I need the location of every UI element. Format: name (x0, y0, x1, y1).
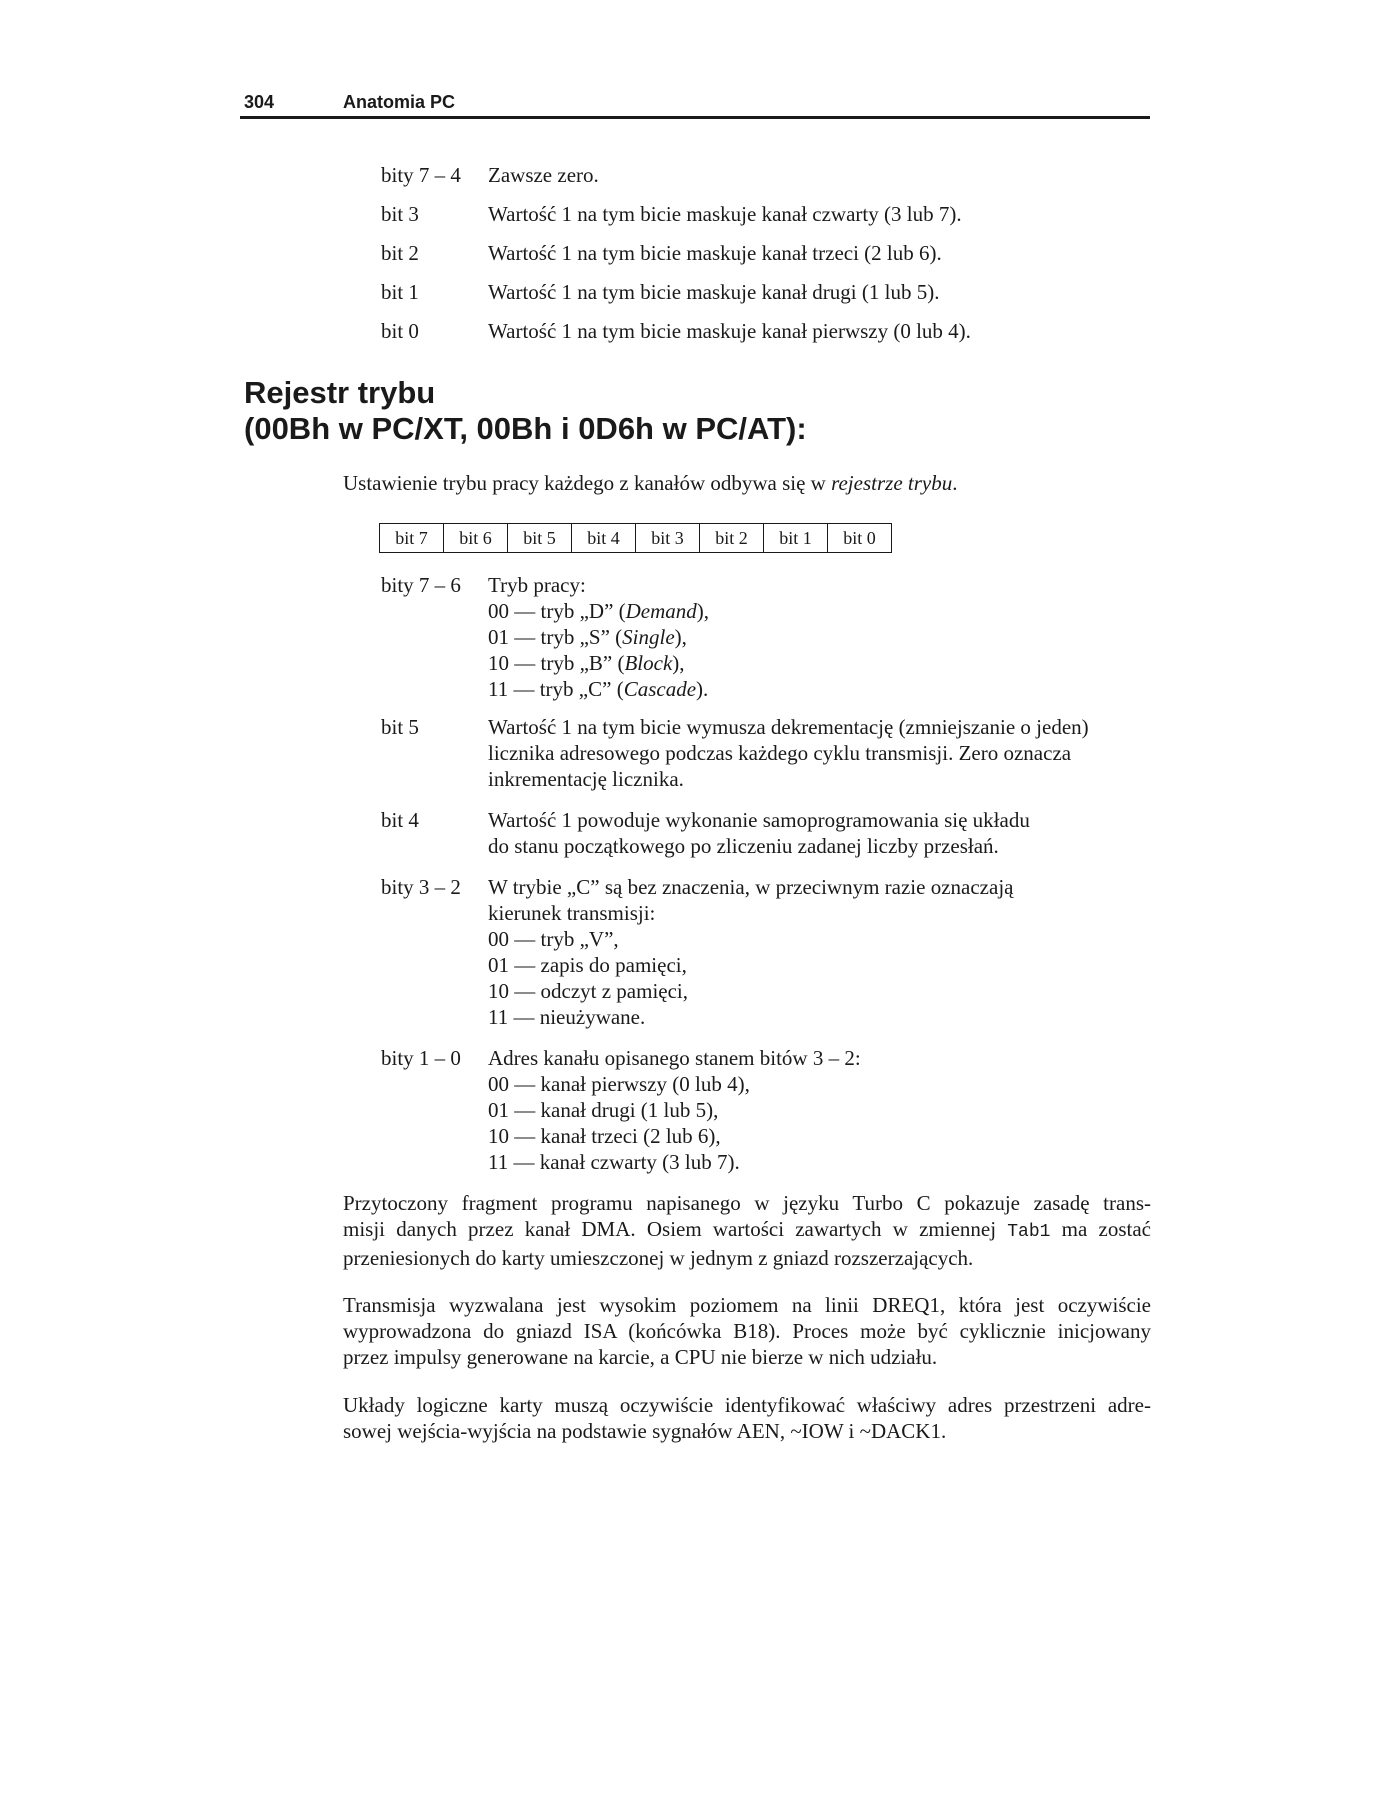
description-line: inkrementację licznika. (488, 767, 684, 791)
paragraph-line: przez impulsy generowane na karcie, a CPU nie bierze w nich udziału. (343, 1345, 938, 1369)
description-line: Wartość 1 na tym bicie wymusza dekrementację (zmniejszanie o jeden) (488, 715, 1089, 739)
heading-line-1: Rejestr trybu (244, 375, 436, 410)
bit-description: Wartość 1 na tym bicie maskuje kanał czwarty (3 lub 7). (488, 202, 962, 226)
paragraph-line: przeniesionych do karty umieszczonej w jednym z gniazd rozszerzających. (343, 1246, 974, 1270)
bit-cell: bit 0 (828, 524, 892, 553)
description-line: 11 — tryb „C” (Cascade). (488, 677, 709, 701)
description-line: 01 — zapis do pamięci, (488, 953, 687, 977)
page-number: 304 (244, 92, 275, 112)
bit-layout-table (379, 523, 892, 553)
list-item (381, 240, 1141, 266)
mask-register-bit-list (381, 162, 1141, 357)
list-item (381, 201, 1141, 227)
description-line: 00 — tryb „D” (Demand), (488, 599, 710, 623)
description-line: 01 — kanał drugi (1 lub 5), (488, 1098, 719, 1122)
bit-term: bit 4 (381, 808, 419, 832)
bit-term: bit 1 (381, 280, 419, 304)
list-item (381, 807, 1141, 859)
paragraph-line: misji danych przez kanał DMA. Osiem wartości zawartych w zmiennej Tab1 ma zostać (343, 1217, 1151, 1242)
description-line: do stanu początkowego po zliczeniu zadanej liczby przesłań. (488, 834, 999, 858)
bit-cell: bit 2 (700, 524, 764, 553)
list-item (381, 162, 1141, 188)
description-line: Adres kanału opisanego stanem bitów 3 – 2: (488, 1046, 861, 1070)
book-title: Anatomia PC (343, 92, 456, 112)
bit-term: bity 1 – 0 (381, 1046, 461, 1070)
list-item (381, 572, 1141, 702)
bit-cell: bit 1 (764, 524, 828, 553)
section-heading (244, 375, 807, 447)
description-line: 11 — nieużywane. (488, 1005, 646, 1029)
bit-term: bity 7 – 6 (381, 573, 461, 597)
description-line: W trybie „C” są bez znaczenia, w przeciwnym razie oznaczają (488, 875, 1014, 899)
paragraph-turbo-c (343, 1190, 1151, 1271)
bit-description: Wartość 1 na tym bicie maskuje kanał pierwszy (0 lub 4). (488, 319, 971, 343)
description-line: 00 — tryb „V”, (488, 927, 619, 951)
description-line: 10 — odczyt z pamięci, (488, 979, 689, 1003)
running-header (240, 90, 1150, 119)
description-line: 11 — kanał czwarty (3 lub 7). (488, 1150, 740, 1174)
list-item (381, 874, 1141, 1030)
bit-cell: bit 7 (380, 524, 444, 553)
description-line: 01 — tryb „S” (Single), (488, 625, 687, 649)
mode-register-bit-list (381, 572, 1141, 1190)
intro-paragraph (343, 470, 957, 496)
bit-term: bit 3 (381, 202, 419, 226)
description-line: 00 — kanał pierwszy (0 lub 4), (488, 1072, 750, 1096)
paragraph-line: wyprowadzona do gniazd ISA (końcówka B18). Proces może być cyklicznie inicjowany (343, 1319, 1151, 1343)
description-line: 10 — tryb „B” (Block), (488, 651, 685, 675)
paragraph-line: Transmisja wyzwalana jest wysokim poziomem na linii DREQ1, która jest oczywiście (343, 1293, 1151, 1317)
paragraph-line: Układy logiczne karty muszą oczywiście identyfikować właściwy adres przestrzeni adre- (343, 1393, 1151, 1417)
list-item (381, 318, 1141, 344)
bit-cell: bit 6 (444, 524, 508, 553)
heading-line-2: (00Bh w PC/XT, 00Bh i 0D6h w PC/AT): (244, 411, 807, 446)
intro-end: . (952, 471, 958, 495)
bit-description: Zawsze zero. (488, 163, 599, 187)
description-line: kierunek transmisji: (488, 901, 656, 925)
paragraph-line: Przytoczony fragment programu napisanego w języku Turbo C pokazuje zasadę trans- (343, 1191, 1151, 1215)
list-item (381, 714, 1141, 792)
bit-cell: bit 4 (572, 524, 636, 553)
description-line: licznika adresowego podczas każdego cyklu transmisji. Zero oznacza (488, 741, 1072, 765)
bit-term: bity 7 – 4 (381, 163, 461, 187)
code-variable: Tab1 (1007, 1222, 1051, 1242)
bit-term: bit 5 (381, 715, 419, 739)
bit-cell: bit 5 (508, 524, 572, 553)
description-line: Wartość 1 powoduje wykonanie samoprogramowania się układu (488, 808, 1030, 832)
description-line: 10 — kanał trzeci (2 lub 6), (488, 1124, 721, 1148)
intro-italic-term: rejestrze trybu (831, 471, 953, 495)
intro-text: Ustawienie trybu pracy każdego z kanałów odbywa się w (343, 471, 832, 495)
bit-description: Wartość 1 na tym bicie maskuje kanał trzeci (2 lub 6). (488, 241, 942, 265)
bit-description: Wartość 1 na tym bicie maskuje kanał drugi (1 lub 5). (488, 280, 940, 304)
bit-term: bit 2 (381, 241, 419, 265)
bit-term: bity 3 – 2 (381, 875, 461, 899)
bit-cell: bit 3 (636, 524, 700, 553)
list-item (381, 1045, 1141, 1175)
list-item (381, 279, 1141, 305)
paragraph-line: sowej wejścia-wyjścia na podstawie sygnałów AEN, ~IOW i ~DACK1. (343, 1419, 947, 1443)
paragraph-logic (343, 1392, 1151, 1444)
paragraph-dreq (343, 1292, 1151, 1370)
table-row (380, 524, 892, 553)
description-line: Tryb pracy: (488, 573, 586, 597)
bit-term: bit 0 (381, 319, 419, 343)
